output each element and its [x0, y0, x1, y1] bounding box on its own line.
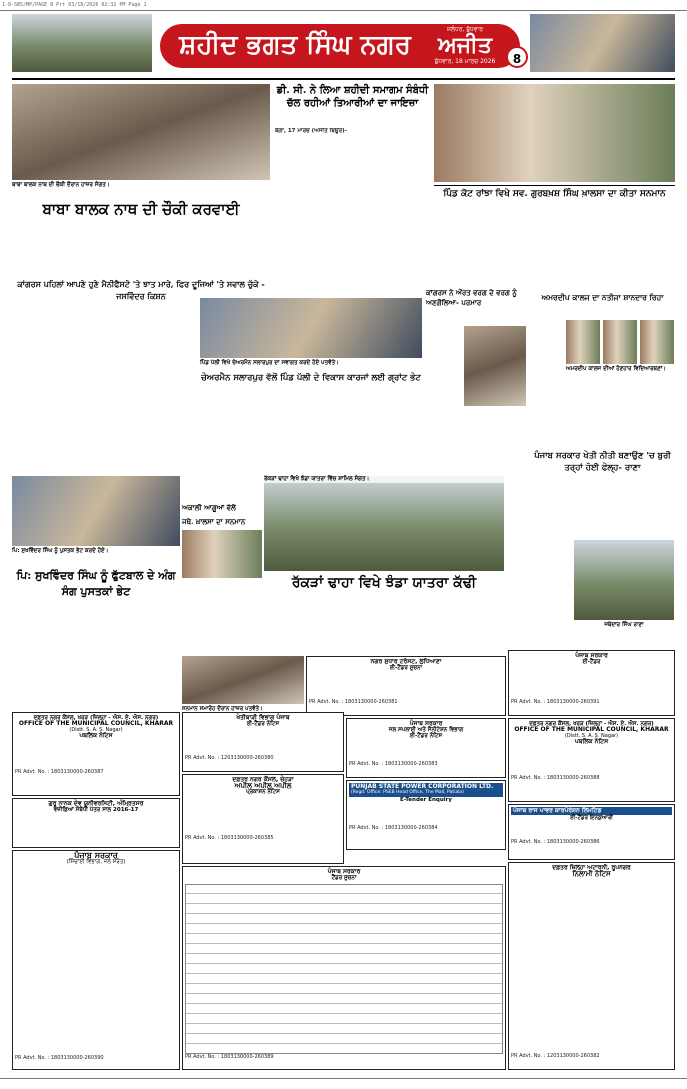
ad-kharar-left-body	[15, 739, 177, 769]
ad-kharar-left-notice: ਪਬਲਿਕ ਨੋਟਿਸ	[79, 732, 113, 739]
ad-agri-office-body	[185, 727, 341, 755]
ad-punjab-water-sub: ਈ-ਟੈਂਡਰ ਨੋਟਿਸ	[409, 733, 443, 739]
ad-tender-notice: ਟੈਂਡਰ ਸੂਚਨਾ	[331, 875, 357, 881]
ad-nagar-council-chahera	[182, 774, 344, 864]
ad-kharar-left-sub2: (Distt. S. A. S. Nagar)	[69, 727, 123, 733]
baba-balak-nath-headline: ਬਾਬਾ ਬਾਲਕ ਨਾਥ ਦੀ ਚੌਕੀ ਕਰਵਾਈ	[42, 200, 240, 218]
ad-right-top-notice-pr: PR Advt. No. : 1803130000-260391	[511, 699, 600, 705]
ad-pspcl-left-pr: PR Advt. No. : 1803130000-260384	[349, 825, 438, 831]
ad-pspcl-left	[346, 780, 506, 850]
ad-tender-grid	[185, 884, 503, 1054]
dc-review-body	[275, 128, 430, 298]
panchayat-grant-headline: ਚੇਅਰਮੈਨ ਸਲਾਰਪੁਰ ਵੱਲੋਂ ਪਿੰਡ ਪੱਲੀ ਦੇ ਵਿਕਾਸ ਕਾਰਜਾਂ ਲਈ ਗ੍ਰਾਂਟ ਭੇਟ	[201, 373, 421, 383]
ad-gndu-subtitle: ਵਜ਼ੀਫ਼ਿਆਂ ਸੰਬੰਧੀ ਪੱਤਰ ਸਾਲ 2016-17	[53, 807, 139, 813]
ad-pspcl-right-body	[511, 821, 672, 839]
ad-right-top-notice	[508, 650, 675, 716]
photo-college-student-1	[566, 320, 600, 364]
khalsa-honour-body	[182, 580, 262, 656]
ad-gndu-title: ਗੁਰੂ ਨਾਨਕ ਦੇਵ ਯੂਨੀਵਰਸਿਟੀ, ਅੰਮ੍ਰਿਤਸਰ	[48, 800, 144, 807]
masthead-date: ਬੁੱਧਵਾਰ, 18 ਮਾਰਚ 2026	[434, 58, 496, 65]
akali-candidates-headline: ਅਕਾਲੀ ਆਗੂਆਂ ਵੱਲੋਂ	[182, 503, 236, 512]
ad-guru-nanak-university	[12, 798, 180, 848]
ad-pspcl-left-header	[349, 783, 503, 797]
caption-panchayat: ਪਿੰਡ ਪੱਲੀ ਵਿਖੇ ਚੇਅਰਮੈਨ ਸਲਾਰਪੁਰ ਦਾ ਸਵਾਗਤ ਕਰਦੇ ਹੋਏ ਪਤਵੰਤੇ।	[200, 360, 339, 366]
ad-chahera-pr: PR Advt. No. : 1803130000-260385	[185, 835, 274, 841]
caption-baba-balak-nath: ਬਾਬਾ ਬਾਲਕ ਨਾਥ ਦੀ ਚੌਕੀ ਦੌਰਾਨ ਹਾਜ਼ਰ ਸੰਗਤ।	[12, 182, 110, 188]
college-result-headline: ਅਮਰਦੀਪ ਕਾਲਜ ਦਾ ਨਤੀਜਾ ਸ਼ਾਨਦਾਰ ਰਿਹਾ	[541, 293, 664, 302]
ad-right-top-notice-notice: ਈ-ਟੈਂਡਰ	[582, 659, 601, 665]
ad-kharar-council-right	[508, 718, 675, 802]
ad-kharar-right-sub2: (Distt. S. A. S. Nagar)	[564, 733, 619, 739]
football-headline: ਪਿ: ਸੁਖਵਿੰਦਰ ਸਿੰਘ ਨੂੰ ਫੁੱਟਬਾਲ ਦੇ ਅੰਗ ਸੰਗ ਪੁਸਤਕਾਂ ਭੇਟ	[16, 569, 176, 598]
masthead-rule	[12, 78, 675, 80]
masthead-city: ਜਲੰਧਰ, ਬੁੱਧਵਾਰ	[446, 26, 483, 33]
ad-tender-pr: PR Advt. No. : 1803130000-260389	[185, 1054, 274, 1060]
congress-promise-headline: ਕਾਂਗਰਸ ਨੇ ਔਰਤ ਵਰਗ ਦੇ ਵਰਗ ਨੂੰ ਅਣਗੌਲਿਆ- ਪਰਮਾਰ	[426, 288, 517, 307]
congress-promise-body	[426, 326, 462, 476]
ad-nagar-sudhar-trust-pr: PR Advt. No. : 1803130000-260381	[309, 699, 398, 705]
khalsa-honour-headline: ਜਥੇ. ਖ਼ਾਲਸਾ ਦਾ ਸਨਮਾਨ	[182, 517, 246, 526]
ad-gndu-body	[15, 813, 177, 839]
college-result-body	[530, 320, 564, 406]
ad-agri-office	[182, 712, 344, 772]
punjab-farming-body	[506, 488, 572, 648]
ad-rupnagar-pr: PR Advt. No. : 1203130000-260382	[511, 1053, 600, 1059]
ad-pspcl-left-body	[349, 803, 503, 825]
caption-college: ਅਮਰਦੀਪ ਕਾਲਜ ਦੀਆਂ ਹੋਣਹਾਰ ਵਿਦਿਆਰਥਣਾਂ।	[566, 366, 666, 372]
photo-jhanda-yatra	[264, 476, 504, 571]
gurbakhsh-body	[434, 216, 675, 286]
caption-rana: ਜਥੇਦਾਰ ਸਿੰਘ ਰਾਣਾ	[604, 622, 644, 628]
ad-punjab-govt-bottom	[12, 850, 180, 1070]
ad-nagar-sudhar-trust-body	[309, 671, 503, 699]
ad-pspcl-left-title: PUNJAB STATE POWER CORPORATION LTD.	[351, 783, 494, 790]
photo-panchayat	[200, 298, 422, 358]
ad-tender-title: ਪੰਜਾਬ ਸਰਕਾਰ	[327, 868, 361, 875]
crop-line-bottom	[0, 1078, 687, 1079]
ad-pspcl-right	[508, 804, 675, 860]
ad-kharar-right-pr: PR Advt. No. : 1803130000-260388	[511, 775, 600, 781]
masthead-title: ਸ਼ਹੀਦ ਭਗਤ ਸਿੰਘ ਨਗਰ	[179, 30, 411, 60]
photo-congress-promise	[464, 326, 526, 406]
ad-tender-table	[182, 866, 506, 1070]
ad-chahera-notice: ਅਪੀਲ ਅਪੀਲ ਅਪੀਲ	[234, 782, 292, 790]
ad-punjab-water-title: ਪੰਜਾਬ ਸਰਕਾਰ	[409, 720, 443, 727]
photo-gurbakhsh-singh	[434, 84, 675, 182]
ad-chahera-sub: ਪ੍ਰਕਾਸ਼ਨ ਨੋਟਿਸ	[246, 789, 280, 795]
dc-review-headline	[275, 84, 430, 124]
ad-agri-office-notice: ਈ-ਟੈਂਡਰ ਨੋਟਿਸ	[246, 721, 280, 727]
dc-review-headline-text: ਡੀ. ਸੀ. ਨੇ ਲਿਆ ਸ਼ਹੀਦੀ ਸਮਾਗਮ ਸੰਬੰਧੀ ਚੱਲ ਰਹੀਆਂ ਤਿਆਰੀਆਂ ਦਾ ਜਾਇਜ਼ਾ	[276, 85, 429, 109]
ad-pspcl-left-sub: (Regd. Office: PSEB Head Office, The Mall, Patiala)	[351, 790, 464, 795]
ad-punjab-bottom-pr: PR Advt. No. : 1803130000-260390	[15, 1055, 104, 1061]
photo-khalsa-honour	[182, 530, 262, 578]
photo-small-honour	[182, 656, 304, 704]
college-result-body-2	[530, 408, 675, 448]
ad-punjab-state-water	[346, 718, 506, 778]
ad-pspcl-right-notice: ਈ-ਟੈਂਡਰ ਇਨਕੁਆਰੀ	[570, 815, 613, 821]
ad-punjab-water-body	[349, 739, 503, 761]
ad-punjab-water-pr: PR Advt. No. : 1803130000-260383	[349, 761, 438, 767]
ad-rupnagar-body	[511, 877, 672, 1053]
ad-kharar-right-title: ਦਫ਼ਤਰ ਨਗਰ ਕੌਂਸਲ, ਖਰੜ (ਜ਼ਿਲ੍ਹਾ - ਐਸ. ਏ. ਐਸ. ਨਗਰ)	[529, 721, 654, 727]
ad-punjab-bottom-title: ਪੰਜਾਬ ਸਰਕਾਰ	[74, 851, 118, 860]
ad-chahera-body	[185, 795, 341, 835]
panchayat-grant-body	[200, 398, 422, 470]
divider-top-right	[434, 185, 675, 186]
ad-kharar-left-title: ਦਫ਼ਤਰ ਨਗਰ ਕੌਂਸਲ, ਖਰੜ (ਜ਼ਿਲ੍ਹਾ - ਐਸ. ਏ. ਐਸ. ਨਗਰ)	[33, 715, 159, 721]
print-slug: 1-8-SBS/MP/PAGE 8 Prt 03/18/2026 02:32 PM Page 1	[2, 2, 147, 8]
page-number-text: 8	[512, 52, 522, 66]
ad-kharar-right-subtitle: OFFICE OF THE MUNICIPAL COUNCIL, KHARAR	[514, 726, 669, 733]
ad-pspcl-right-title: ਪੰਜਾਬ ਰਾਜ ਪਾਵਰ ਕਾਰਪੋਰੇਸ਼ਨ ਲਿਮਟਿਡ	[513, 807, 602, 814]
ad-nagar-sudhar-trust-notice: ਈ-ਟੈਂਡਰ ਸੂਚਨਾ	[389, 665, 423, 671]
ad-chahera-title: ਦਫ਼ਤਰ ਨਗਰ ਕੌਂਸਲ, ਚੇਹੜਾ	[232, 776, 294, 783]
masthead-paper-name: ਅਜੀਤ	[438, 32, 492, 58]
ad-kharar-council-left	[12, 712, 180, 796]
ad-punjab-water-notice: ਜਲ ਸਪਲਾਈ ਅਤੇ ਸੈਨੀਟੇਸ਼ਨ ਵਿਭਾਗ	[388, 727, 464, 733]
ad-pspcl-right-header	[511, 807, 672, 815]
ad-pspcl-left-notice: E-Tender Enquiry	[400, 797, 452, 803]
masthead-right-photo	[530, 14, 675, 72]
ad-nagar-sudhar-trust	[306, 656, 506, 716]
ad-right-top-notice-title: ਪੰਜਾਬ ਸਰਕਾਰ	[575, 652, 608, 659]
punjab-farming-headline: ਪੰਜਾਬ ਸਰਕਾਰ ਖੇਤੀ ਨੀਤੀ ਬਣਾਉਣ 'ਚ ਬੁਰੀ ਤਰ੍ਹਾਂ ਹੋਈ ਫੇਲ੍ਹ- ਰਾਣਾ	[534, 451, 671, 473]
ad-kharar-right-body	[511, 745, 672, 775]
ad-pspcl-right-pr: PR Advt. No. : 1803130000-260386	[511, 839, 600, 845]
ad-rupnagar-notice: ਨਿਲਾਮੀ ਨੋਟਿਸ	[572, 870, 611, 878]
caption-football: ਪਿ: ਸੁਖਵਿੰਦਰ ਸਿੰਘ ਨੂੰ ਪੁਸਤਕ ਭੇਟ ਕਰਦੇ ਹੋਏ।	[12, 548, 109, 554]
ad-rupnagar-title: ਦਫ਼ਤਰ ਜ਼ਿਲ੍ਹਾ ਅਟਾਰਨੀ, ਰੂਪਨਗਰ	[552, 864, 631, 871]
football-body	[12, 614, 180, 694]
photo-baba-balak-nath	[12, 84, 270, 180]
ad-kharar-left-pr: PR Advt. No. : 1803130000-260387	[15, 769, 104, 775]
ad-kharar-right-notice: ਪਬਲਿਕ ਨੋਟਿਸ	[574, 738, 609, 745]
ad-nagar-sudhar-trust-title: ਨਗਰ ਸੁਧਾਰ ਟਰੱਸਟ, ਲੁਧਿਆਣਾ	[370, 658, 442, 665]
photo-college-student-2	[603, 320, 637, 364]
ad-rupnagar-district	[508, 862, 675, 1070]
page-number	[506, 46, 528, 68]
ad-punjab-bottom-subtitle: (ਸਿੰਚਾਈ ਵਿਭਾਗ, ਜਲ ਸਰੋਤ)	[66, 859, 126, 865]
dc-review-dateline: ਬੰਗਾ, 17 ਮਾਰਚ (ਅਜੀਤ ਬਿਊਰੋ)-	[275, 128, 347, 134]
baba-balak-nath-body	[12, 224, 270, 276]
ad-punjab-bottom-body	[15, 865, 177, 1055]
gurbakhsh-headline: ਪਿੰਡ ਕੋਟ ਰਾਂਝਾ ਵਿਖੇ ਸਵ. ਗੁਰਬਖ਼ਸ਼ ਸਿੰਘ ਖ਼ਾਲਸਾ ਦਾ ਕੀਤਾ ਸਨਮਾਨ	[443, 189, 666, 199]
jhanda-yatra-headline: ਰੱਕੜਾਂ ਢਾਹਾ ਵਿਖੇ ਝੰਡਾ ਯਾਤਰਾ ਕੱਢੀ	[291, 575, 477, 591]
crop-line-top	[0, 10, 687, 11]
ad-agri-office-title: ਖੇਤੀਬਾੜੀ ਵਿਭਾਗ ਪੰਜਾਬ	[236, 714, 290, 721]
ad-agri-office-pr: PR Advt. No. : 1203130000-260380	[185, 755, 274, 761]
masthead-left-photo	[12, 14, 152, 72]
ad-kharar-left-subtitle: OFFICE OF THE MUNICIPAL COUNCIL, KHARAR	[18, 720, 174, 727]
photo-rana	[574, 540, 674, 620]
congress-headline: ਕਾਂਗਰਸ ਪਹਿਲਾਂ ਆਪਣੇ ਹੁਣੇ ਮੈਨੀਫੈਸਟੋ 'ਤੇ ਝਾਤ ਮਾਰੇ, ਫਿਰ ਦੂਜਿਆਂ 'ਤੇ ਸਵਾਲ ਚੁੱਕੇ - ਜਸਵਿੰਦਰ ਕਿਸ਼ਨ	[17, 279, 265, 301]
ad-right-top-notice-body	[511, 665, 672, 699]
photo-college-student-3	[640, 320, 674, 364]
caption-jhanda-yatra: ਰੱਕੜਾਂ ਢਾਹਾ ਵਿਖੇ ਝੰਡਾ ਯਾਤਰਾ ਵਿੱਚ ਸ਼ਾਮਿਲ ਸੰਗਤ।	[264, 476, 504, 483]
photo-football	[12, 476, 180, 546]
caption-small-honour: ਸਨਮਾਨ ਸਮਾਰੋਹ ਦੌਰਾਨ ਹਾਜ਼ਰ ਪਤਵੰਤੇ।	[182, 706, 263, 712]
jhanda-yatra-body	[264, 596, 504, 654]
